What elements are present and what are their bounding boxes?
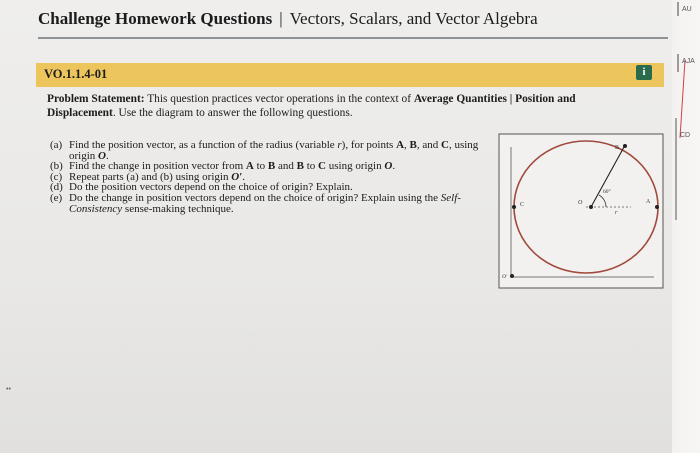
header-separator: |	[279, 9, 283, 28]
question-list	[50, 140, 490, 214]
margin-lines	[672, 0, 700, 453]
question-text: Find the change in position vector from A to B and B to C using origin O.	[69, 160, 396, 173]
problem-text-2: . Use the diagram to answer the following questions.	[112, 107, 353, 119]
label-o-prime: O′	[502, 274, 508, 280]
problem-statement	[47, 92, 647, 120]
question-text: Repeat parts (a) and (b) using origin O′.	[69, 170, 245, 183]
header-title: Challenge Homework Questions	[38, 9, 273, 28]
label-a: A	[646, 199, 651, 205]
header-subtitle: Vectors, Scalars, and Vector Algebra	[289, 9, 538, 28]
label-o: O	[578, 200, 583, 206]
label-b: B	[615, 145, 620, 151]
edge-label-mid: AJA	[682, 58, 695, 65]
question-text: Find the position vector, as a function of the radius (variable r), for points A, B, and C, using origin O.	[69, 139, 479, 162]
question-text: Do the position vectors depend on the choice of origin? Explain.	[69, 181, 353, 194]
problem-topic: Average Quantities | Position and Displacement	[47, 93, 576, 119]
question-label: (e)	[50, 191, 63, 204]
diagram-frame	[499, 134, 663, 288]
question-label: (d)	[50, 181, 63, 194]
problem-lead: Problem Statement:	[47, 93, 145, 105]
page-header	[38, 9, 538, 29]
label-radius: r	[615, 210, 618, 216]
origin-o-prime-dot	[510, 274, 514, 278]
question-text: Do the change in position vectors depend on the choice of origin? Explain using the Self-Consistency sense-making technique.	[69, 191, 461, 215]
point-b-dot	[623, 144, 627, 148]
question-e	[50, 193, 490, 214]
info-icon[interactable]: i	[636, 65, 652, 80]
problem-code: VO.1.1.4-01	[44, 67, 108, 81]
question-label: (a)	[50, 139, 63, 151]
question-label: (c)	[50, 170, 63, 183]
label-c: C	[520, 202, 525, 208]
origin-o-dot	[589, 205, 593, 209]
circle-diagram	[498, 133, 664, 289]
question-label: (b)	[50, 160, 63, 173]
margin-mark: ••	[6, 386, 11, 393]
header-rule	[38, 37, 668, 39]
problem-code-band	[36, 63, 664, 87]
label-angle: 60°	[603, 189, 611, 195]
problem-text-1: This question practices vector operations in the context of	[144, 93, 414, 105]
question-a	[50, 140, 490, 161]
right-margin	[672, 0, 700, 453]
edge-label-top: AU	[682, 6, 692, 13]
point-c-dot	[512, 205, 516, 209]
point-a-dot	[655, 205, 659, 209]
edge-label-cd: CD	[680, 132, 691, 139]
